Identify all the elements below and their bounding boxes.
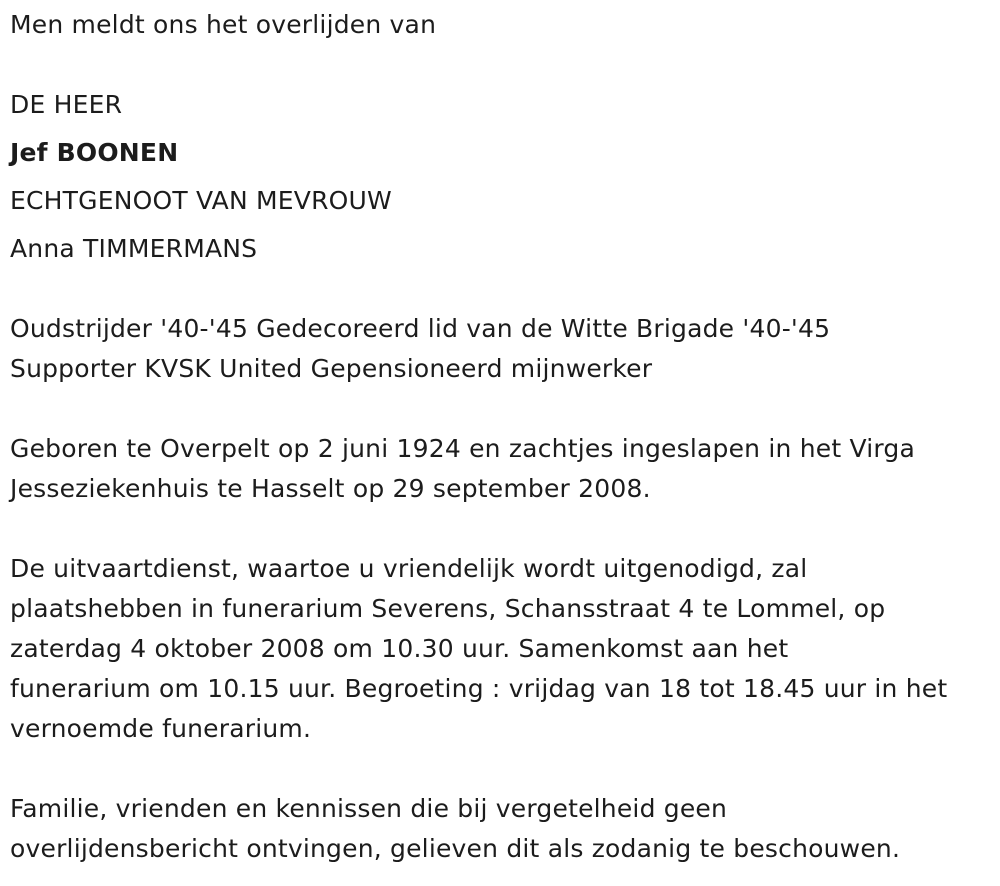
deceased-name: Jef BOONEN: [10, 138, 179, 167]
closing-line-1: Familie, vrienden en kennissen die bij vergetelheid geen: [10, 794, 728, 823]
birth-death-line-1: Geboren te Overpelt op 2 juni 1924 en zachtjes ingeslapen in het Virga: [10, 434, 916, 463]
funeral-line-4: funerarium om 10.15 uur. Begroeting : vrijdag van 18 tot 18.45 uur in het: [10, 674, 948, 703]
funeral-line-2: plaatshebben in funerarium Severens, Schansstraat 4 te Lommel, op: [10, 594, 886, 623]
titles-line-2: Supporter KVSK United Gepensioneerd mijnwerker: [10, 354, 653, 383]
birth-death-line-2: Jesseziekenhuis te Hasselt op 29 september 2008.: [10, 474, 651, 503]
funeral-line-1: De uitvaartdienst, waartoe u vriendelijk wordt uitgenodigd, zal: [10, 554, 808, 583]
funeral-line-5: vernoemde funerarium.: [10, 714, 312, 743]
salutation: DE HEER: [10, 90, 123, 119]
funeral-line-3: zaterdag 4 oktober 2008 om 10.30 uur. Samenkomst aan het: [10, 634, 789, 663]
closing-line-2: overlijdensbericht ontvingen, gelieven dit als zodanig te beschouwen.: [10, 834, 901, 863]
spouse-label: ECHTGENOOT VAN MEVROUW: [10, 186, 392, 215]
intro-text: Men meldt ons het overlijden van: [10, 10, 437, 39]
spouse-name: Anna TIMMERMANS: [10, 234, 258, 263]
titles-line-1: Oudstrijder '40-'45 Gedecoreerd lid van de Witte Brigade '40-'45: [10, 314, 831, 343]
